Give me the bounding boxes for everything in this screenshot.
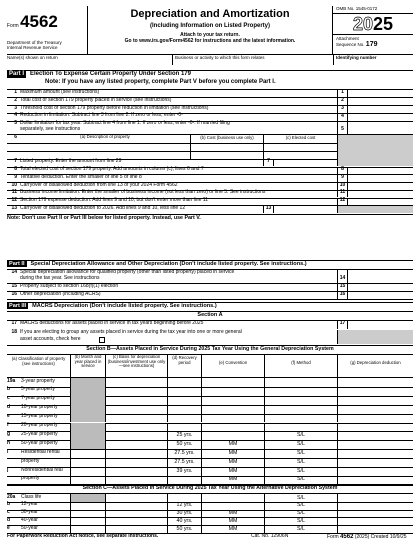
line-box-number: 14: [337, 270, 348, 283]
convention: [201, 378, 264, 387]
footer-revision: (2025) Created 10/9/25: [354, 534, 407, 540]
line-text: If you are electing to group any assets placed in service during the tax year into one or more general: [20, 329, 242, 335]
line-box-number: 17: [337, 321, 348, 329]
line-box-number: 16: [337, 292, 348, 300]
business-field[interactable]: [172, 55, 333, 65]
month-year-input[interactable]: [70, 525, 105, 533]
basis-input[interactable]: [105, 449, 167, 458]
form-id-block: [7, 6, 87, 54]
col-b-header: (b) Month and year placed in service: [70, 354, 105, 377]
line-text: Carryover of disallowed deduction to 2026. Add lines 9 and 10, less line 12: [20, 204, 186, 211]
names-label: Name(s) shown on return: [7, 55, 58, 60]
row-label: 12-year: [21, 501, 38, 508]
col-cost-header: (b) Cost (business use only): [190, 135, 263, 143]
line-13-row: [7, 206, 413, 214]
convention: MM: [201, 476, 264, 485]
table-row: [7, 414, 413, 423]
row-id: 19a: [7, 377, 16, 384]
method: S/L: [264, 440, 337, 449]
part1-note-listed: Note: Don't use Part II or Part III below for listed property. Instead, use Part V.: [7, 215, 201, 221]
col-d-header: (d) Recovery period: [167, 354, 201, 377]
line-box-number: 1: [337, 90, 348, 97]
recovery-period: 25 yrs.: [167, 431, 201, 440]
line-13-amount[interactable]: [274, 206, 337, 214]
method: S/L: [264, 458, 337, 467]
row-id: b: [7, 386, 11, 393]
recovery-period: 27.5 yrs.: [167, 458, 201, 467]
line-text: Threshold cost of section 179 property before reduction in limitation (see instructions): [20, 104, 209, 111]
convention: [201, 502, 264, 510]
dept-treasury: Department of the Treasury: [7, 39, 62, 45]
line-16-row: [7, 292, 413, 300]
line-text: Listed property. Enter the amount from line 29: [20, 157, 122, 164]
month-year-input: [70, 405, 105, 414]
convention: [201, 431, 264, 440]
convention: [201, 414, 264, 423]
col-e-header: (e) Convention: [201, 354, 264, 377]
recovery-period: 27.5 yrs.: [167, 449, 201, 458]
row-id: e: [7, 413, 10, 420]
line-5-amount[interactable]: [348, 121, 413, 134]
footer-form-label: Form: [327, 534, 339, 540]
table-row: [7, 440, 413, 449]
row-id: j: [7, 466, 9, 473]
section-b-col-headers: [7, 354, 413, 377]
basis-input[interactable]: [105, 431, 167, 440]
basis-input[interactable]: [105, 458, 167, 467]
table-row: [7, 458, 413, 467]
row-label: Residential rental: [21, 448, 60, 455]
method: S/L: [264, 431, 337, 440]
line-box-number: 9: [337, 175, 348, 182]
row-label: 30-year: [21, 509, 38, 516]
basis-input[interactable]: [105, 525, 167, 533]
year-prefix: 20: [352, 14, 373, 34]
line-text-cont: asset accounts, check here: [20, 335, 81, 342]
depreciation-input[interactable]: [337, 387, 413, 396]
line-number: 13: [11, 204, 17, 211]
line-text: Property subject to section 168(f)(1) election: [20, 282, 119, 289]
depreciation-input[interactable]: [337, 494, 413, 502]
line-6-entry-row: [7, 143, 413, 151]
id-number-field[interactable]: [333, 55, 413, 65]
method: S/L: [264, 476, 337, 485]
month-year-input: [70, 431, 105, 440]
recovery-period: 40 yrs.: [167, 517, 201, 525]
recovery-period: 30 yrs.: [167, 510, 201, 518]
line-text: Other depreciation (including ACRS): [20, 290, 101, 297]
line-text-cont: separately, see instructions: [20, 126, 81, 133]
line-number: 15: [11, 282, 17, 289]
table-row: [7, 525, 413, 533]
month-year-input: [70, 423, 105, 432]
method: S/L: [264, 525, 337, 533]
line-box-number: 15: [337, 284, 348, 292]
line-number: 7: [14, 157, 17, 164]
method: [264, 387, 337, 396]
line-14-row: [7, 270, 413, 283]
line-15-row: [7, 284, 413, 292]
row-label: 3-year property: [21, 377, 55, 384]
tax-year: [333, 14, 413, 35]
form-subtitle: (Including Information on Listed Property): [150, 22, 270, 29]
depreciation-input[interactable]: [337, 525, 413, 533]
method: [264, 378, 337, 387]
depreciation-input[interactable]: [337, 467, 413, 476]
method: S/L: [264, 467, 337, 476]
recovery-period: [167, 423, 201, 432]
names-field[interactable]: [7, 55, 172, 65]
line-17-row: [7, 321, 413, 329]
cost-input[interactable]: [190, 151, 263, 159]
month-year-input: [70, 414, 105, 423]
method: S/L: [264, 517, 337, 525]
row-label: 15-year property: [21, 413, 58, 420]
line-text: Business income limitation. Enter the smaller of business income (not less than zero) or line 5. See instructions: [20, 189, 266, 196]
year-suffix: 25: [373, 14, 394, 34]
line-18-row: [7, 330, 413, 344]
col-a-header: (a) Classification of property: [11, 356, 66, 361]
line-text: Maximum amount (see instructions): [20, 89, 100, 95]
row-label: Nonresidential real: [21, 466, 63, 473]
row-label: 7-year property: [21, 395, 55, 402]
line-box-number: 5: [337, 121, 348, 134]
irs-label: Internal Revenue Service: [7, 44, 58, 50]
basis-input[interactable]: [105, 423, 167, 432]
row-id: d: [7, 516, 11, 523]
part3-title: MACRS Depreciation (Don't include listed property. See instructions.): [32, 303, 217, 309]
convention: MM: [201, 467, 264, 476]
line-16-amount[interactable]: [348, 292, 413, 300]
line-text: MACRS deductions for assets placed in service in tax years beginning before 2025: [20, 320, 204, 326]
depreciation-input[interactable]: [337, 431, 413, 440]
month-year-input[interactable]: [70, 502, 105, 510]
col-description-header: (a) Description of property: [80, 133, 130, 139]
line-text-cont: during the tax year. See instructions: [20, 275, 100, 281]
recovery-period: [167, 396, 201, 405]
recovery-period: 39 yrs.: [167, 467, 201, 476]
col-a-header-sub: (see instructions): [22, 360, 55, 366]
row-label: 50-year property: [21, 439, 58, 446]
part3-tag: Part III: [9, 303, 27, 309]
section-a-label: Section A: [197, 312, 223, 318]
col-f-header: (f) Method: [264, 354, 337, 377]
part1-header: [7, 71, 413, 89]
line-17-amount[interactable]: [348, 321, 413, 329]
convention: MM: [201, 449, 264, 458]
basis-input[interactable]: [105, 517, 167, 525]
method: [264, 396, 337, 405]
line-number: 8: [14, 165, 17, 172]
attach-note: Attach to your tax return.: [180, 31, 240, 38]
convention: [201, 396, 264, 405]
section-c-label: Section C—Assets Placed in Service During 2025 Tax Year Using the Alternative Depreciation System: [82, 485, 338, 491]
depreciation-input[interactable]: [337, 440, 413, 449]
line-15-amount[interactable]: [348, 284, 413, 292]
row-label: 40-year: [21, 516, 38, 523]
row-id: d: [7, 404, 11, 411]
convention: [201, 405, 264, 414]
line-9-amount[interactable]: [348, 175, 413, 182]
id-number-label: Identifying number: [336, 55, 377, 60]
form-number: 4562: [20, 12, 58, 31]
line-5-row: [7, 121, 413, 134]
method: S/L: [264, 510, 337, 518]
recovery-period: 50 yrs.: [167, 525, 201, 533]
line-9-row: [7, 175, 413, 182]
col-elected-header: (c) Elected cost: [263, 135, 337, 143]
depreciation-input[interactable]: [337, 458, 413, 467]
method: S/L: [264, 502, 337, 510]
elected-cost-input[interactable]: [263, 151, 337, 159]
depreciation-input[interactable]: [337, 510, 413, 518]
line-box-number: 2: [337, 98, 348, 105]
basis-input[interactable]: [105, 378, 167, 387]
month-year-input[interactable]: [70, 458, 105, 467]
part2-tag: Part II: [9, 261, 25, 267]
row-id: 20a: [7, 493, 16, 500]
convention: [201, 387, 264, 396]
row-label: property: [21, 475, 40, 482]
line-number: 12: [11, 197, 17, 204]
convention: MM: [201, 510, 264, 518]
line-text: Reduction in limitation. Subtract line 3 from line 2. If zero or less, enter -0-: [20, 112, 183, 119]
convention: [201, 423, 264, 432]
part2-title: Special Depreciation Allowance and Other Depreciation (Don't include listed property. See instructions.): [30, 261, 307, 267]
line-text: Total cost of section 179 property placed in service (see instructions): [20, 96, 172, 103]
table-row: [7, 510, 413, 518]
part1-title: Election To Expense Certain Property Under Section 179: [30, 71, 191, 77]
row-label: Class life: [21, 493, 42, 500]
recovery-period: 12 yrs.: [167, 502, 201, 510]
line-text: Tentative deduction. Enter the smaller of line 5 or line 8: [20, 173, 142, 180]
line-number: 17: [11, 320, 17, 326]
line-box-number: 12: [337, 198, 348, 205]
convention: MM: [201, 440, 264, 449]
row-id: b: [7, 501, 11, 508]
table-row: [7, 467, 413, 476]
row-label: 10-year property: [21, 404, 58, 411]
basis-input[interactable]: [105, 396, 167, 405]
month-year-input: [70, 387, 105, 396]
line-7-amount[interactable]: [274, 159, 337, 167]
line-box-number: 4: [337, 113, 348, 120]
depreciation-input[interactable]: [337, 423, 413, 432]
omb-number: OMB No. 1545-0172: [333, 6, 413, 14]
basis-input[interactable]: [105, 387, 167, 396]
table-row: [7, 423, 413, 432]
recovery-period: 50 yrs.: [167, 440, 201, 449]
footer: [7, 534, 413, 543]
line-number: 3: [14, 104, 17, 111]
convention: MM: [201, 517, 264, 525]
sequence-number: 179: [365, 41, 378, 49]
recovery-period: [167, 387, 201, 396]
paperwork-notice: For Paperwork Reduction Act Notice, see separate instructions.: [7, 533, 159, 539]
line-6-header: [7, 135, 413, 143]
business-label: Business or activity to which this form relates: [175, 55, 265, 60]
form-title: Depreciation and Amortization: [130, 8, 290, 20]
row-id: f: [7, 422, 9, 428]
line-14-amount[interactable]: [348, 270, 413, 283]
form-title-block: [88, 6, 332, 54]
line-10-amount[interactable]: [348, 183, 413, 190]
line-12-amount[interactable]: [348, 198, 413, 205]
depreciation-input[interactable]: [337, 378, 413, 387]
recovery-period: [167, 378, 201, 387]
table-row: [7, 396, 413, 405]
line-number: 14: [11, 269, 17, 275]
row-label: property: [21, 457, 40, 464]
basis-input[interactable]: [105, 405, 167, 414]
line-box-number: 3: [337, 106, 348, 113]
line-box-number: 13: [263, 206, 274, 214]
line-4-amount[interactable]: [348, 113, 413, 120]
basis-input[interactable]: [105, 510, 167, 518]
row-label: 25-year property: [21, 430, 58, 437]
line-number: 5: [14, 120, 17, 127]
line-3-amount[interactable]: [348, 106, 413, 113]
line-number: 6: [14, 133, 17, 140]
line-text: Carryover of disallowed deduction from line 13 of your 2024 Form 4562: [20, 181, 178, 188]
line-box-number: 10: [337, 183, 348, 190]
row-label: 5-year property: [21, 386, 55, 393]
depreciation-input[interactable]: [337, 449, 413, 458]
table-row: [7, 431, 413, 440]
month-year-input: [70, 378, 105, 387]
month-year-input: [70, 494, 105, 502]
depreciation-input[interactable]: [337, 405, 413, 414]
table-row: [7, 502, 413, 510]
method: [264, 405, 337, 414]
line-text: Dollar limitation for tax year. Subtract line 4 from line 1. If zero or less, enter -0-. If married filing: [20, 120, 230, 127]
row-id: e: [7, 524, 10, 531]
line-number: 1: [14, 89, 17, 95]
line-8-amount[interactable]: [348, 167, 413, 174]
table-row: [7, 517, 413, 525]
method: [264, 423, 337, 432]
row-id: c: [7, 509, 10, 516]
col-g-header: (g) Depreciation deduction: [337, 354, 413, 377]
basis-input[interactable]: [105, 440, 167, 449]
table-row: [7, 449, 413, 458]
line-box-number: 7: [263, 159, 274, 167]
table-row: [7, 405, 413, 414]
basis-input[interactable]: [105, 414, 167, 423]
row-label: 20-year property: [21, 422, 58, 428]
depreciation-input[interactable]: [337, 414, 413, 423]
basis-input[interactable]: [105, 502, 167, 510]
line-number: 9: [14, 173, 17, 180]
line-text: Special depreciation allowance for qualified property (other than listed property) placed in service: [20, 269, 235, 275]
footer-form-number: 4562: [340, 534, 354, 540]
line-number: 4: [14, 112, 17, 119]
recovery-period: [167, 494, 201, 502]
line-number: 16: [11, 290, 17, 297]
convention: MM: [201, 525, 264, 533]
line-number: 11: [11, 189, 17, 196]
table-row: [7, 378, 413, 387]
row-id: i: [7, 448, 9, 455]
part1-tag: Part I: [9, 71, 25, 77]
elected-cost-input[interactable]: [263, 143, 337, 151]
month-year-input[interactable]: [70, 449, 105, 458]
depreciation-input[interactable]: [337, 396, 413, 405]
month-year-input: [70, 396, 105, 405]
line-number: 2: [14, 96, 17, 103]
part1-note: Note: If you have any listed property, complete Part V before you complete Part I.: [45, 78, 276, 85]
recovery-period: [167, 405, 201, 414]
row-id: c: [7, 395, 10, 402]
line-number: 18: [11, 329, 17, 335]
description-input[interactable]: [20, 143, 190, 151]
omb-block: [333, 6, 413, 54]
depreciation-input[interactable]: [337, 517, 413, 525]
group-assets-checkbox[interactable]: [99, 337, 105, 343]
line-number: 10: [11, 181, 17, 188]
form-label: Form: [7, 23, 19, 29]
line-box-number: 8: [337, 167, 348, 174]
method: S/L: [264, 449, 337, 458]
row-id: h: [7, 439, 11, 446]
line-box-number: 11: [337, 190, 348, 197]
line-8-row: [7, 167, 413, 174]
convention: MM: [201, 458, 264, 467]
table-row: [7, 494, 413, 502]
line-text: Section 179 expense deduction. Add lines 9 and 10, but don't enter more than line 11: [20, 197, 208, 204]
row-label: 50-year: [21, 524, 38, 531]
goto-note: Go to www.irs.gov/Form4562 for instructions and the latest information.: [124, 38, 296, 45]
basis-input[interactable]: [105, 494, 167, 502]
sequence-label: Sequence No.: [336, 42, 365, 48]
month-year-input: [70, 440, 105, 449]
part2-header: [7, 261, 413, 269]
method: [264, 414, 337, 423]
attachment-label: Attachment: [336, 36, 359, 41]
section-b-label: Section B—Assets Placed in Service During 2025 Tax Year Using the General Depreciation System: [86, 346, 334, 352]
table-row: [7, 387, 413, 396]
line-1-amount[interactable]: [348, 90, 413, 97]
part3-header: [7, 303, 413, 311]
line-text: Total elected cost of section 179 property. Add amounts in column (c), lines 6 and 7: [20, 165, 204, 172]
row-id: g: [7, 430, 11, 437]
month-year-input[interactable]: [70, 467, 105, 476]
method: S/L: [264, 494, 337, 502]
line-2-amount[interactable]: [348, 98, 413, 105]
convention: [201, 494, 264, 502]
depreciation-input[interactable]: [337, 502, 413, 510]
line-11-amount[interactable]: [348, 190, 413, 197]
basis-input[interactable]: [105, 467, 167, 476]
month-year-input[interactable]: [70, 510, 105, 518]
cost-input[interactable]: [190, 143, 263, 151]
month-year-input[interactable]: [70, 517, 105, 525]
line-2-row: [7, 98, 413, 105]
cat-number: Cat. No. 12906N: [251, 533, 289, 539]
recovery-period: [167, 414, 201, 423]
col-c-header: (c) Basis for depreciation (business/investment use only—see instructions): [105, 354, 167, 377]
